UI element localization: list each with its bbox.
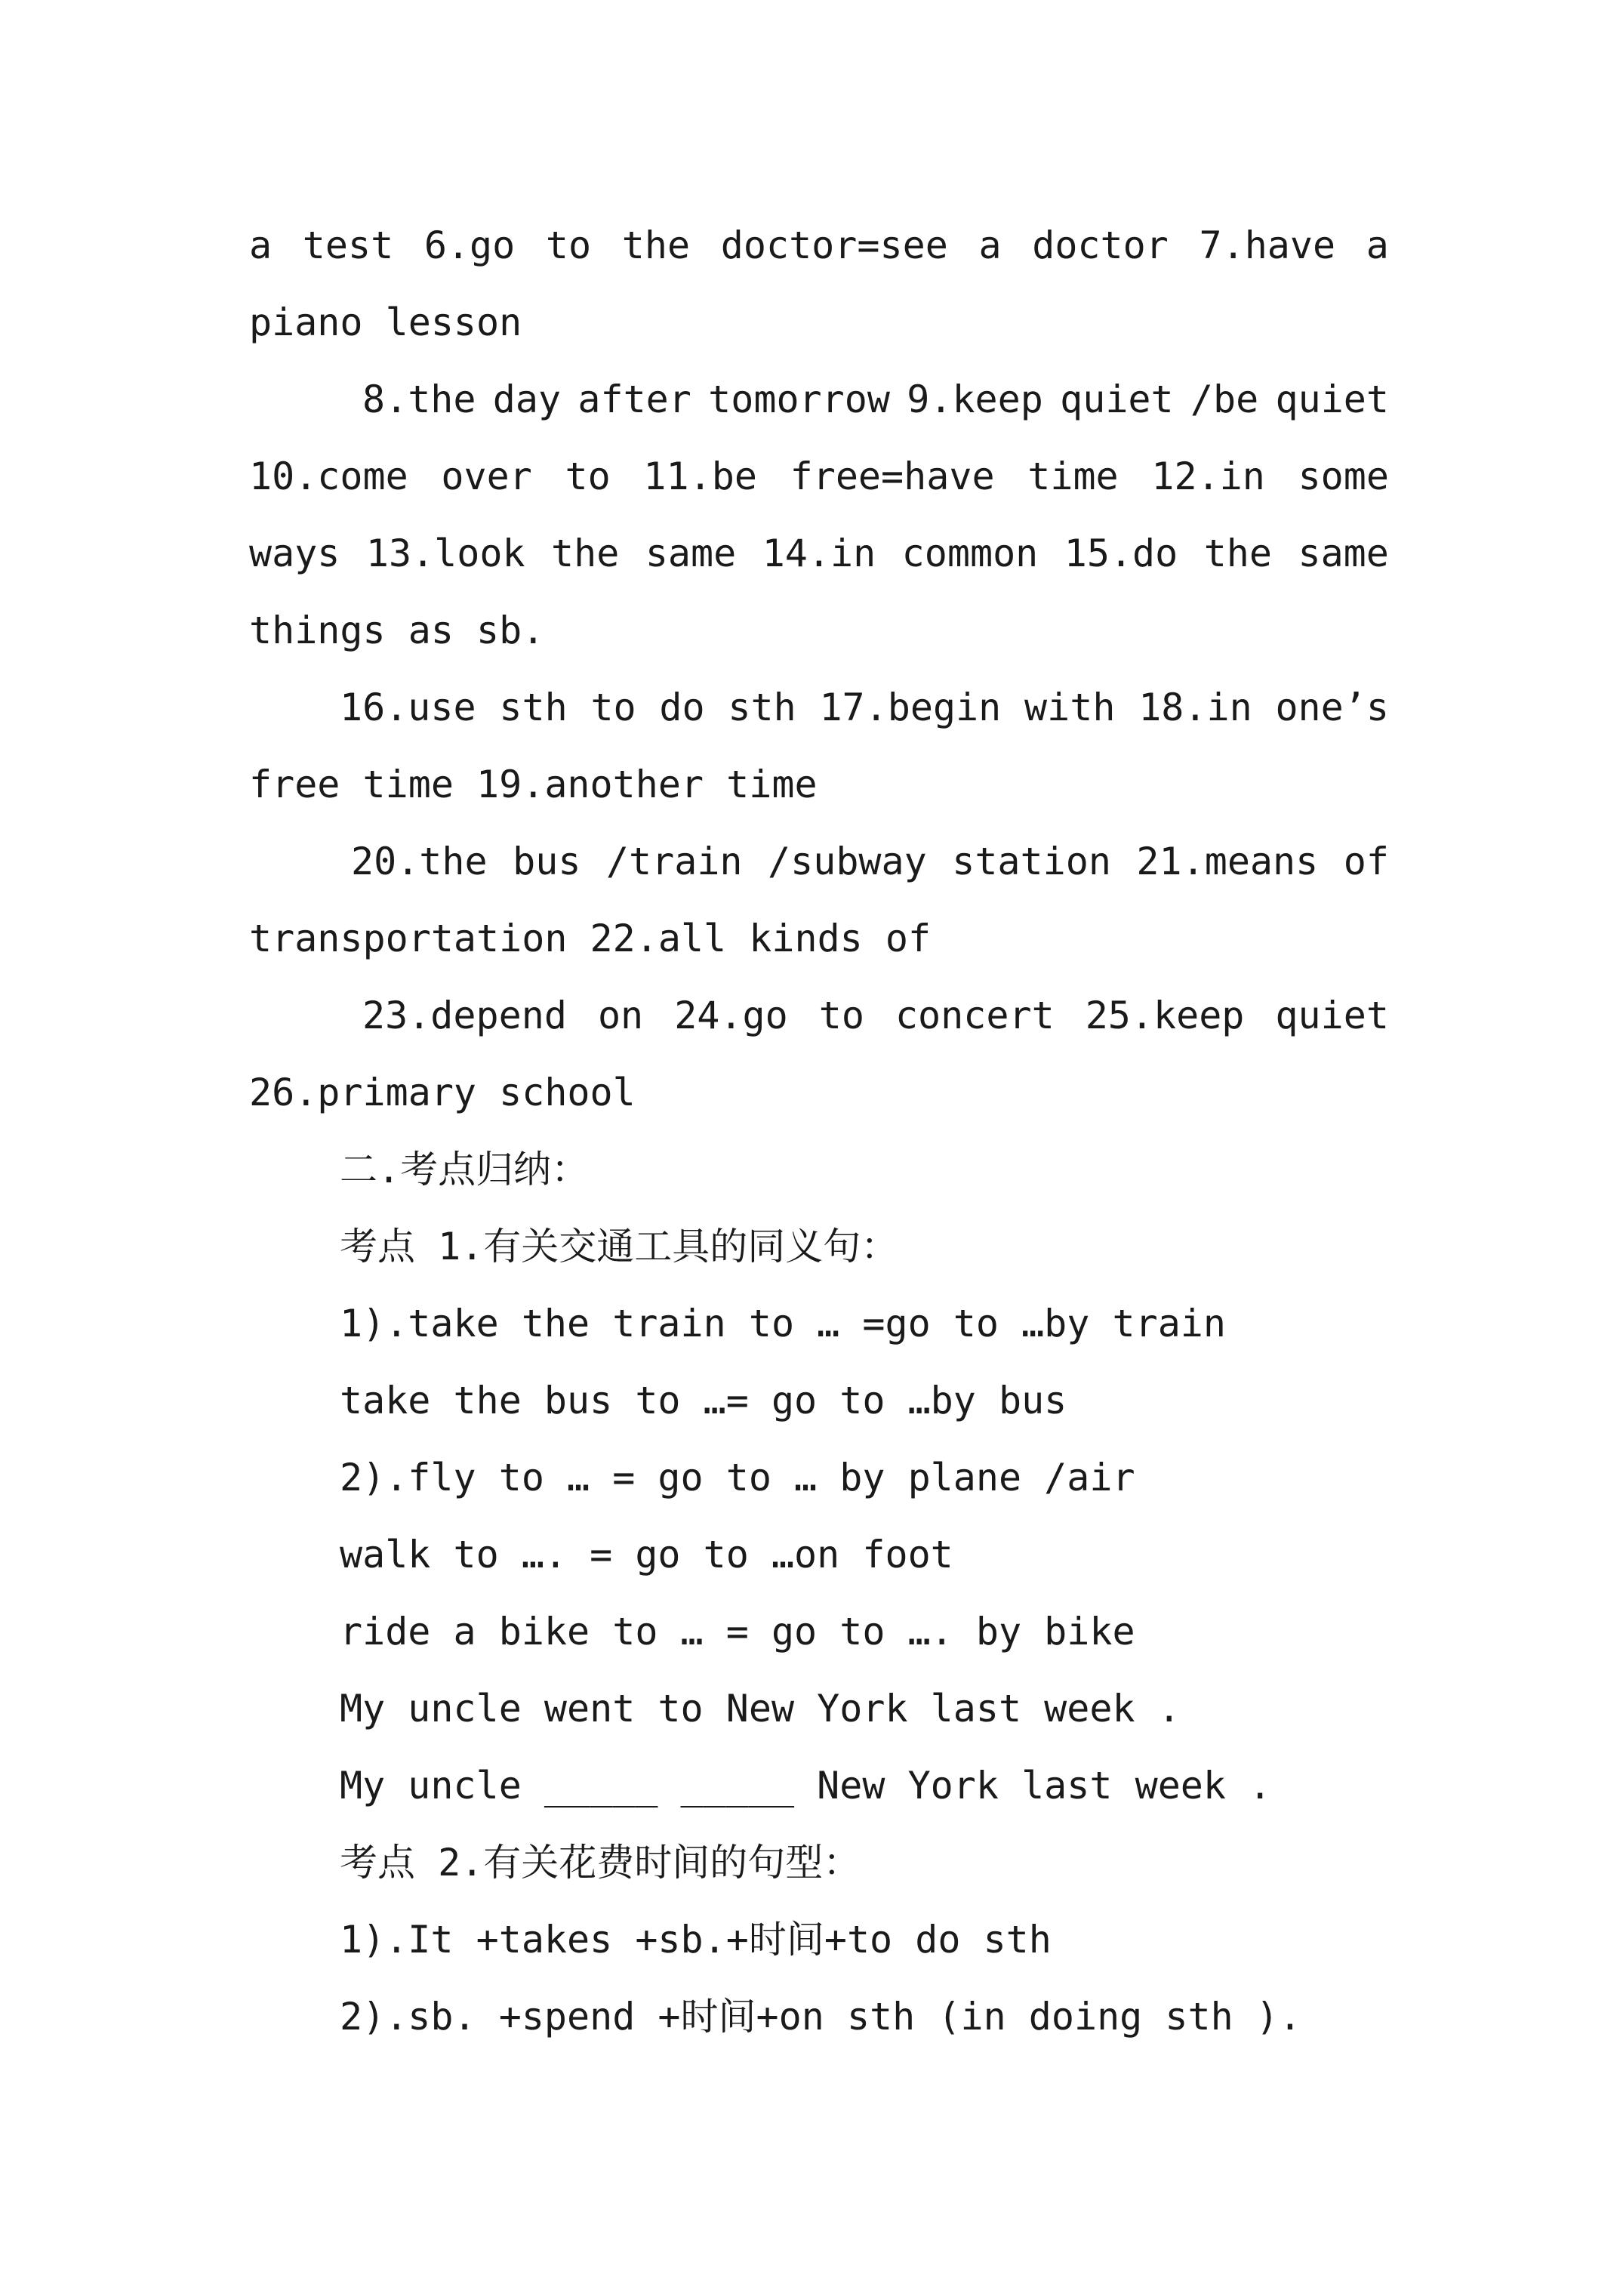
point-1-example: My uncle went to New York last week . xyxy=(340,1687,1181,1730)
word: free=have xyxy=(790,455,995,498)
point-1-item-2: 2).fly to … = go to … by plane /air xyxy=(340,1456,1135,1499)
word: a xyxy=(1366,223,1389,267)
word: same xyxy=(645,532,737,575)
point-1-heading: 考点 1.有关交通工具的同义句： xyxy=(340,1225,899,1268)
point-1-item-1: 1).take the train to … =go to …by train xyxy=(340,1302,1226,1345)
word: 21.means xyxy=(1136,840,1319,883)
word: to xyxy=(565,455,611,498)
word: 23.depend xyxy=(362,994,567,1037)
word: the xyxy=(621,223,691,267)
word: quiet xyxy=(1275,994,1389,1037)
word: to xyxy=(818,994,864,1037)
word: sth xyxy=(728,686,796,729)
word: 8.the xyxy=(362,378,476,421)
section-heading: 二.考点归纳： xyxy=(340,1148,590,1191)
word: bus xyxy=(513,840,581,883)
word: a xyxy=(249,223,273,267)
phrase-line-5 xyxy=(249,531,1389,576)
word: a xyxy=(978,223,1002,267)
word: some xyxy=(1298,455,1389,498)
phrase-line-9 xyxy=(351,839,1389,884)
word: 15.do xyxy=(1064,532,1178,575)
word: 12.in xyxy=(1151,455,1265,498)
phrase-line-3 xyxy=(362,377,1389,422)
phrase-line-8: free time 19.another time xyxy=(249,763,818,806)
word: 17.begin xyxy=(819,686,1002,729)
word: 6.go xyxy=(423,223,516,267)
word: one’s xyxy=(1275,686,1389,729)
word: test xyxy=(302,223,394,267)
word: after xyxy=(577,378,691,421)
word: 24.go xyxy=(674,994,788,1037)
word: 14.in xyxy=(762,532,876,575)
point-2-item-2: 2).sb. +spend +时间+on sth (in doing sth ). xyxy=(340,1995,1301,2039)
word: /be xyxy=(1190,378,1259,421)
phrase-line-1 xyxy=(249,223,1389,268)
phrase-line-7 xyxy=(340,685,1389,730)
word: over xyxy=(441,455,532,498)
point-1-item-1b: take the bus to …= go to …by bus xyxy=(340,1379,1067,1422)
word: 13.look xyxy=(365,532,525,575)
word: time xyxy=(1027,455,1119,498)
word: doctor=see xyxy=(720,223,948,267)
phrase-line-2: piano lesson xyxy=(249,300,522,344)
point-1-exercise: My uncle _____ _____ New York last week . xyxy=(340,1764,1272,1808)
word: /subway xyxy=(768,840,927,883)
word: of xyxy=(1343,840,1389,883)
word: quiet xyxy=(1275,378,1389,421)
phrase-line-4 xyxy=(249,454,1389,499)
word: ways xyxy=(249,532,340,575)
word: /train xyxy=(605,840,743,883)
word: 16.use xyxy=(340,686,476,729)
word: to xyxy=(590,686,636,729)
word: same xyxy=(1298,532,1389,575)
phrase-line-6: things as sb. xyxy=(249,609,545,652)
word: to xyxy=(545,223,592,267)
word: 11.be xyxy=(643,455,757,498)
point-1-item-2b: walk to …. = go to …on foot xyxy=(340,1533,953,1576)
word: common xyxy=(901,532,1039,575)
point-2-item-1: 1).It +takes +sb.+时间+to do sth xyxy=(340,1918,1052,1962)
word: sth xyxy=(499,686,568,729)
word: 18.in xyxy=(1138,686,1252,729)
word: 20.the xyxy=(351,840,488,883)
word: quiet xyxy=(1060,378,1174,421)
word: day xyxy=(492,378,562,421)
word: do xyxy=(659,686,705,729)
phrase-line-11 xyxy=(362,993,1389,1038)
word: the xyxy=(1203,532,1273,575)
word: 9.keep xyxy=(907,378,1043,421)
point-2-heading: 考点 2.有关花费时间的句型： xyxy=(340,1841,861,1885)
word: station xyxy=(952,840,1111,883)
point-1-item-2c: ride a bike to … = go to …. by bike xyxy=(340,1610,1135,1653)
word: 25.keep xyxy=(1085,994,1245,1037)
word: 7.have xyxy=(1199,223,1336,267)
word: doctor xyxy=(1032,223,1169,267)
word: concert xyxy=(895,994,1055,1037)
word: 10.come xyxy=(249,455,408,498)
word: on xyxy=(597,994,644,1037)
word: the xyxy=(551,532,620,575)
phrase-line-12: 26.primary school xyxy=(249,1071,636,1114)
word: with xyxy=(1024,686,1116,729)
phrase-line-10: transportation 22.all kinds of xyxy=(249,917,932,960)
word: tomorrow xyxy=(708,378,890,421)
